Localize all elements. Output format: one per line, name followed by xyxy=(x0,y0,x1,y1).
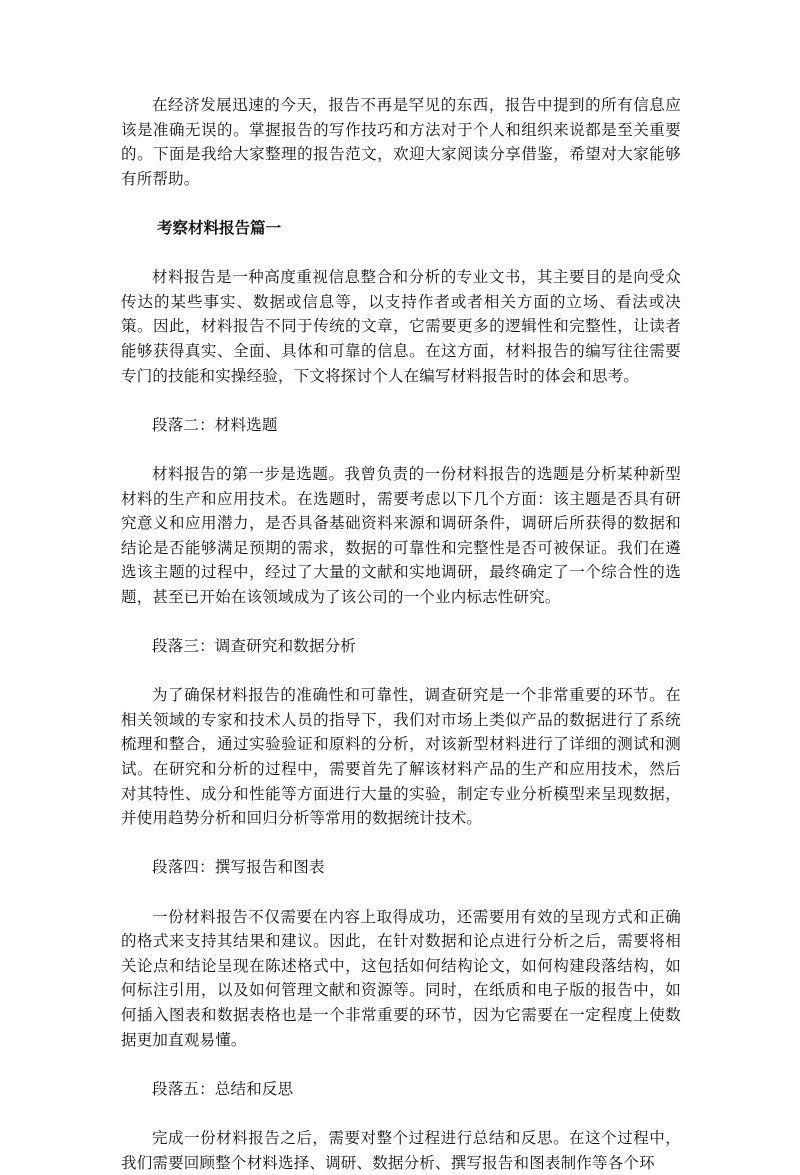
paragraph-3: 为了确保材料报告的准确性和可靠性，调查研究是一个非常重要的环节。在相关领域的专家和技术人员的指导下，我们对市场上类似产品的数据进行了系统梳理和整合，通过实验验证和原料的分析，对该新型材料进行了详细的测试和测试。在研究和分析的过程中，需要首先了解该材料产品的生产和应用技术，然后对其特性、成分和性能等方面进行大量的实验，制定专业分析模型来呈现数据，并使用趋势分析和回归分析等常用的数据统计技术。 xyxy=(121,686,681,828)
section-heading-5: 段落五：总结和反思 xyxy=(152,1079,294,1098)
paragraph-1: 材料报告是一种高度重视信息整合和分析的专业文书，其主要目的是向受众传达的某些事实、数据或信息等，以支持作者或者相关方面的立场、看法或决策。因此，材料报告不同于传统的文章，它需要更多的逻辑性和完整性，让读者能够获得真实、全面、具体和可靠的信息。在这方面，材料报告的编写往往需要专门的技能和实操经验，下文将探讨个人在编写材料报告时的体会和思考。 xyxy=(121,268,681,385)
paragraph-4: 一份材料报告不仅需要在内容上取得成功，还需要用有效的呈现方式和正确的格式来支持其结果和建议。因此，在针对数据和论点进行分析之后，需要将相关论点和结论呈现在陈述格式中，这包括如何结构论文，如何构建段落结构，如何标注引用，以及如何管理文献和资源等。同时，在纸质和电子版的报告中，如何插入图表和数据表格也是一个非常重要的环节，因为它需要在一定程度上使数据更加直观易懂。 xyxy=(121,907,681,1049)
section-heading-4: 段落四：撰写报告和图表 xyxy=(152,858,325,877)
intro-paragraph: 在经济发展迅速的今天，报告不再是罕见的东西，报告中提到的所有信息应该是准确无误的。掌握报告的写作技巧和方法对于个人和组织来说都是至关重要的。下面是我给大家整理的报告范文，欢迎大家阅读分享借鉴，希望对大家能够有所帮助。 xyxy=(121,96,681,188)
document-page xyxy=(121,93,681,1175)
paragraph-2: 材料报告的第一步是选题。我曾负责的一份材料报告的选题是分析某种新型材料的生产和应用技术。在选题时，需要考虑以下几个方面：该主题是否具有研究意义和应用潜力，是否具备基础资料来源和调研条件，调研后所获得的数据和结论是否能够满足预期的需求，数据的可靠性和完整性是否可被保证。我们在遴选该主题的过程中，经过了大量的文献和实地调研，最终确定了一个综合性的选题，甚至已开始在该领域成为了该公司的一个业内标志性研究。 xyxy=(121,464,681,606)
paragraph-5: 完成一份材料报告之后，需要对整个过程进行总结和反思。在这个过程中，我们需要回顾整个材料选择、调研、数据分析、撰写报告和图表制作等各个环 xyxy=(121,1128,681,1172)
section-heading-3: 段落三：调查研究和数据分析 xyxy=(152,637,357,656)
section-heading-2: 段落二：材料选题 xyxy=(152,415,278,434)
document-title: 考察材料报告篇一 xyxy=(157,217,282,237)
